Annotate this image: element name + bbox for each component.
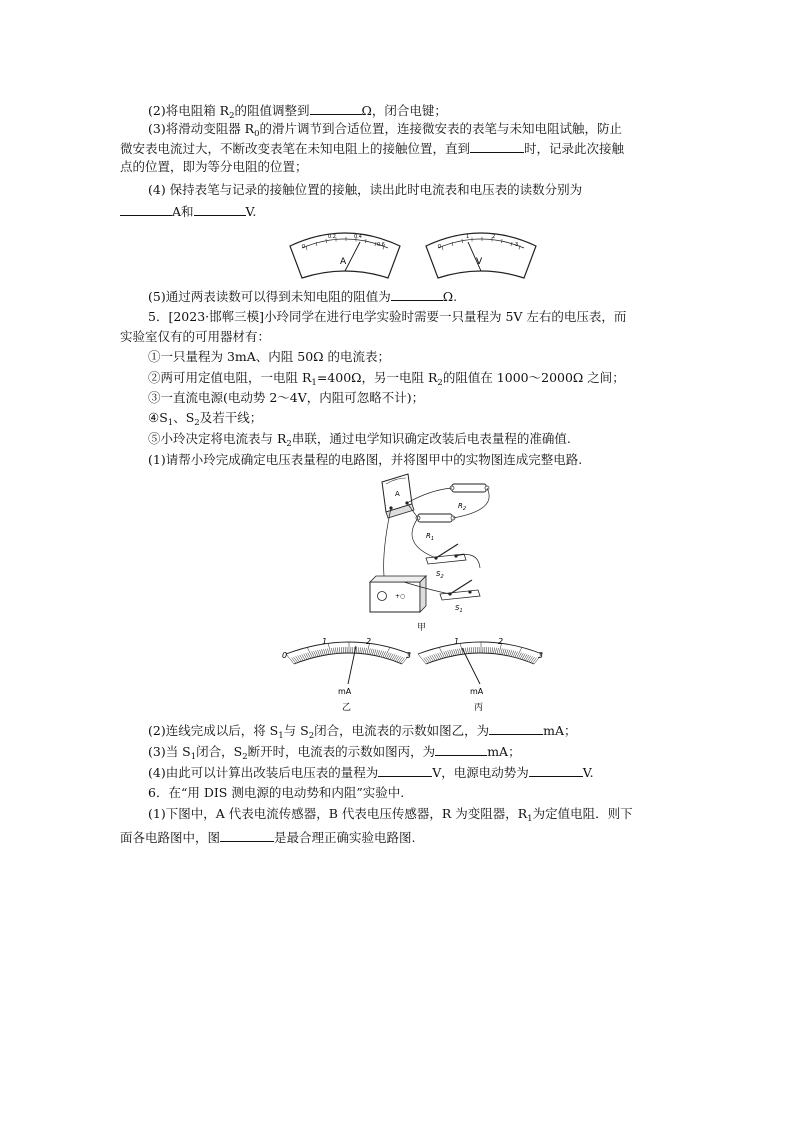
r1-label: $R_1$ xyxy=(426,532,435,542)
problem6-part1-a xyxy=(148,806,633,824)
gauge-tick xyxy=(502,649,504,655)
q2-text-b: 的阻值调整到 xyxy=(234,103,310,118)
left-tick-3: 3 xyxy=(406,651,412,660)
ammeter-tick-3: 0.6 xyxy=(377,242,385,248)
gauge-tick xyxy=(372,649,374,655)
q4-text-b: V. xyxy=(245,204,257,219)
q5-text-b: Ω. xyxy=(442,289,458,304)
gauge-tick xyxy=(374,649,376,655)
equipment-item-5 xyxy=(148,431,571,449)
q3-line-b xyxy=(120,140,624,157)
ammeter-dial xyxy=(290,233,400,278)
q3-line-c: 点的位置，即为等分电阻的位置； xyxy=(120,159,308,174)
left-tick-1: 1 xyxy=(322,637,328,646)
gauge-tick xyxy=(327,649,329,655)
q3b-text-b: 时，记录此次接触 xyxy=(524,141,625,156)
item5-sub: 2 xyxy=(286,439,292,449)
gauge-tick xyxy=(497,648,498,654)
equipment-item-4 xyxy=(148,410,262,428)
gauge-tick xyxy=(492,647,493,653)
q3-line-a xyxy=(148,121,622,139)
right-tick-3: 3 xyxy=(538,651,544,660)
voltmeter-tick-2: 2 xyxy=(492,234,496,240)
s1-label: $S_1$ xyxy=(455,604,463,614)
problem5-line-b: 实验室仅有的可用器材有： xyxy=(120,329,271,344)
gauge-tick xyxy=(399,657,403,663)
power-terminals: +○ xyxy=(395,593,406,600)
voltmeter-tick-1: 1 xyxy=(466,234,470,240)
gauge-tick xyxy=(457,649,459,655)
voltmeter-tick-3: 3 xyxy=(515,242,519,248)
q2-sub: 2 xyxy=(229,111,235,121)
p52-answer-blank[interactable] xyxy=(489,722,543,735)
p61-answer-blank[interactable] xyxy=(220,829,274,842)
ammeter-voltmeter-figure xyxy=(288,226,538,284)
p52-text-d: mA； xyxy=(543,723,577,738)
s2-label: $S_2$ xyxy=(436,570,444,580)
circuit-ammeter-letter: A xyxy=(395,490,400,498)
switch-s2 xyxy=(426,544,466,580)
item5-text-a: ⑤小玲决定将电流表与 R xyxy=(148,431,287,446)
gauge-tick xyxy=(428,656,432,662)
gauge-tick xyxy=(316,651,318,657)
q2-text-c: Ω，闭合电键； xyxy=(361,103,447,118)
problem6-line: 6．在“用 DIS 测电源的电动势和内阻”实验中. xyxy=(148,785,405,800)
right-tick-2: 2 xyxy=(498,637,504,646)
p53-sub-2: 2 xyxy=(242,752,248,762)
p52-text-a: (2)连线完成以后，将 S xyxy=(148,723,279,738)
q5-text: (5)通过两表读数可以得到未知电阻的阻值为 xyxy=(148,289,391,304)
item2-text-c: 的阻值在 1000～2000Ω 之间； xyxy=(442,370,625,385)
q2-answer-blank[interactable] xyxy=(310,102,362,115)
gauge-tick xyxy=(339,647,340,653)
p61b-text-a: 面各电路图中，图 xyxy=(120,830,221,845)
q5-line xyxy=(148,288,457,305)
item2-sub-2: 2 xyxy=(437,378,443,388)
gauge-tick xyxy=(307,647,312,658)
p53-text-d: mA； xyxy=(487,744,521,759)
left-unit: mA xyxy=(338,687,352,696)
q3-answer-blank[interactable] xyxy=(470,140,524,153)
ammeter-tick-0: 0 xyxy=(302,244,306,250)
q4-text-a: A和 xyxy=(172,204,194,219)
p54-text-c: V. xyxy=(582,765,594,780)
ammeter-tick-1: 0.2 xyxy=(328,234,336,240)
gauge-tick xyxy=(294,657,298,663)
gauge-tick xyxy=(532,658,536,664)
gauge-tick xyxy=(488,647,489,653)
gauge-tick xyxy=(363,648,364,654)
resistor-r1 xyxy=(416,514,455,542)
gauge-tick xyxy=(459,649,461,655)
gauge-tick xyxy=(525,655,529,661)
milliammeter-right xyxy=(418,637,543,713)
gauge-tick xyxy=(426,657,430,663)
p61b-text-b: 是最合理正确实验电路图. xyxy=(274,830,416,845)
gauge-tick xyxy=(320,650,322,656)
p53-text-a: (3)当 S xyxy=(148,744,191,759)
q3-text-b: 的滑片调节到合适位置，连接微安表的表笔与未知电阻试触，防止 xyxy=(259,121,623,136)
q5-answer-blank[interactable] xyxy=(391,288,443,301)
gauge-tick xyxy=(395,656,399,662)
gauge-tick xyxy=(318,650,320,656)
equipment-item-3: ③一直流电源(电动势 2～4V，内阻可忽略不计)； xyxy=(148,390,425,405)
p54-text-b: V，电源电动势为 xyxy=(432,765,529,780)
p52-sub-2: 2 xyxy=(308,731,315,741)
p53-sub-1: 1 xyxy=(190,752,197,762)
gauge-tick xyxy=(337,647,338,653)
gauge-tick xyxy=(506,649,508,655)
p53-text-c: 断开时，电流表的示数如图丙，为 xyxy=(247,744,436,759)
q2-text: (2)将电阻箱 R xyxy=(148,103,230,118)
gauge-tick xyxy=(452,650,454,656)
gauge-tick xyxy=(510,650,512,656)
q3-sub: 0 xyxy=(254,129,260,139)
p54-range-blank[interactable] xyxy=(378,764,432,777)
ammeter-letter: A xyxy=(340,257,347,267)
item5-text-b: 串联，通过电学知识确定改装后电表量程的准确值. xyxy=(291,431,571,446)
circuit-caption: 甲 xyxy=(417,623,427,633)
item2-text-b: =400Ω，另一电阻 R xyxy=(316,370,438,385)
p52-text-b: 与 S xyxy=(283,723,309,738)
gauge-tick xyxy=(393,655,397,661)
p52-sub-1: 1 xyxy=(278,731,284,741)
problem5-part4 xyxy=(148,764,594,781)
voltmeter-tick-0: 0 xyxy=(438,244,442,250)
gauge-tick xyxy=(325,649,327,655)
p52-text-c: 闭合，电流表的示数如图乙，为 xyxy=(314,723,490,738)
gauge-tick xyxy=(341,647,342,653)
q4-current-blank[interactable] xyxy=(120,203,172,216)
q4-line-b xyxy=(120,203,256,220)
problem5-line-a: 5．[2023·邯郸三模]小玲同学在进行电学实验时需要一只量程为 5V 左右的电压表，而 xyxy=(148,309,627,324)
right-caption: 丙 xyxy=(474,703,484,713)
gauge-tick xyxy=(296,656,300,662)
q4-voltage-blank[interactable] xyxy=(194,203,246,216)
gauge-tick xyxy=(471,647,472,653)
item4-sub-2: 2 xyxy=(194,418,200,428)
gauge-tick xyxy=(369,649,371,655)
gauge-tick xyxy=(324,649,326,655)
milliammeter-left xyxy=(282,637,411,713)
gauge-tick xyxy=(529,656,533,662)
p53-text-b: 闭合，S xyxy=(196,744,243,759)
gauge-tick xyxy=(494,648,495,654)
q4-line-a: (4) 保持表笔与记录的接触位置的接触，读出此时电流表和电压表的读数分别为 xyxy=(148,182,583,197)
gauge-tick xyxy=(448,651,450,657)
p61-sub: 1 xyxy=(527,814,533,824)
item2-sub-1: 1 xyxy=(311,378,317,388)
left-caption: 乙 xyxy=(342,703,352,713)
left-tick-2: 2 xyxy=(366,637,372,646)
right-unit: mA xyxy=(470,687,484,696)
equipment-item-1: ①一只量程为 3mA、内阻 50Ω 的电流表； xyxy=(148,349,391,364)
gauge-tick xyxy=(333,648,334,654)
p61-text-b: 为定值电阻．则下 xyxy=(532,806,633,821)
gauge-tick xyxy=(370,649,372,655)
gauge-tick xyxy=(400,658,404,664)
gauge-tick xyxy=(362,648,363,654)
p61-text-a: (1)下图中，A 代表电流传感器，B 代表电压传感器，R 为变阻器，R xyxy=(148,806,528,821)
gauge-tick xyxy=(365,648,366,654)
gauge-tick xyxy=(467,648,468,654)
switch-s1 xyxy=(440,580,480,614)
gauge-tick xyxy=(495,648,496,654)
gauge-tick xyxy=(322,649,324,655)
gauge-tick xyxy=(397,656,401,662)
gauge-tick xyxy=(454,649,456,655)
gauge-tick xyxy=(335,648,336,654)
milliammeter-readings-figure xyxy=(280,634,550,714)
q3b-text: 微安表电流过大，不断改变表笔在未知电阻上的接触位置，直到 xyxy=(120,141,471,156)
q2-line xyxy=(148,102,447,121)
p54-emf-blank[interactable] xyxy=(529,764,583,777)
left-tick-0: 0 xyxy=(282,651,288,660)
gauge-tick xyxy=(424,658,428,664)
right-tick-1: 1 xyxy=(454,637,460,646)
q3-text: (3)将滑动变阻器 R xyxy=(148,121,255,136)
gauge-tick xyxy=(501,649,503,655)
dc-power-supply xyxy=(370,576,426,612)
item2-text-a: ②两可用定值电阻，一电阻 R xyxy=(148,370,312,385)
gauge-tick xyxy=(376,650,378,656)
gauge-tick xyxy=(378,650,380,656)
problem6-part1-b xyxy=(120,829,416,846)
gauge-tick xyxy=(531,657,535,663)
gauge-tick xyxy=(356,647,357,653)
gauge-tick xyxy=(469,647,470,653)
problem5-part1: (1)请帮小玲完成确定电压表量程的电路图，并将图甲中的实物图连成完整电路. xyxy=(148,452,583,467)
resistor-r2 xyxy=(450,484,489,512)
item4-text-b: 、S xyxy=(173,410,195,425)
gauge-tick xyxy=(508,650,510,656)
p53-answer-blank[interactable] xyxy=(435,743,487,756)
item4-text-a: ④S xyxy=(148,410,168,425)
gauge-tick xyxy=(504,649,506,655)
ammeter-tick-2: 0.4 xyxy=(354,234,362,240)
p54-text-a: (4)由此可以计算出改装后电压表的量程为 xyxy=(148,765,379,780)
gauge-tick xyxy=(292,658,296,664)
problem5-part2 xyxy=(148,722,577,741)
gauge-tick xyxy=(456,649,458,655)
gauge-tick xyxy=(439,647,444,658)
item4-text-c: 及若干线； xyxy=(199,410,263,425)
circuit-figure xyxy=(360,470,510,636)
gauge-tick xyxy=(527,656,531,662)
circuit-ammeter xyxy=(382,474,414,518)
gauge-tick xyxy=(450,650,452,656)
gauge-tick xyxy=(473,647,474,653)
problem5-part3 xyxy=(148,743,521,762)
item4-sub-1: 1 xyxy=(167,418,174,428)
gauge-tick xyxy=(331,648,332,654)
equipment-item-2 xyxy=(148,370,625,388)
gauge-tick xyxy=(490,647,491,653)
gauge-tick xyxy=(360,647,361,653)
r2-label: $R_2$ xyxy=(458,502,467,512)
voltmeter-letter: V xyxy=(476,257,483,267)
gauge-tick xyxy=(358,647,359,653)
gauge-tick xyxy=(465,648,466,654)
voltmeter-dial xyxy=(426,233,536,278)
